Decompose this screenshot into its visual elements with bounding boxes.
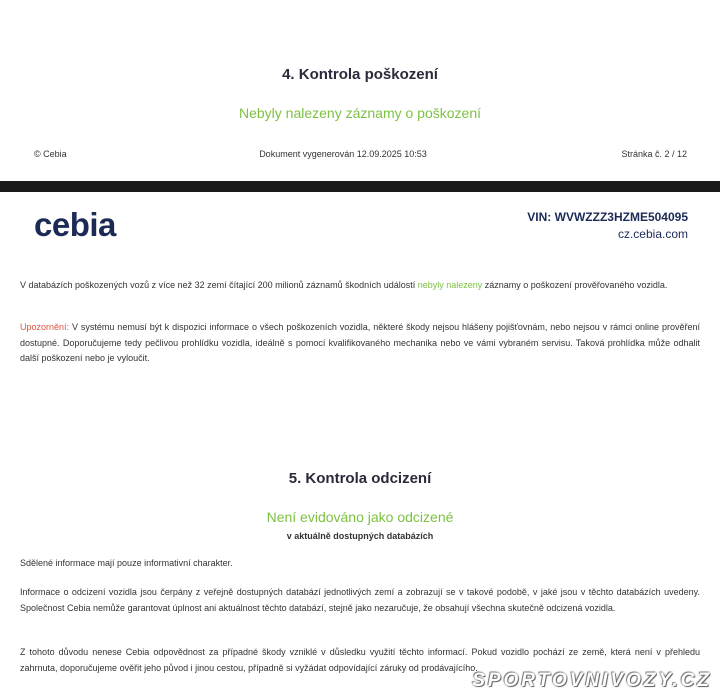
warning-text: V systému nemusí být k dispozici informace o všech poškozeních vozidla, některé škody nejsou hlášeny pojišťovnám, nebo nejsou v rámci online prověření dostupné. Doporučujeme tedy pečlivou prohlídku vozidla, ideálně s pomocí kvalifikovaného mechanika nebo ve vámi vybraném servisu. Taková prohlídka může odhalit další poškození nebo je vyloučit. [20, 322, 700, 363]
cebia-logo: cebia [34, 206, 116, 243]
previous-page-section [0, 0, 720, 181]
page-separator [0, 181, 720, 192]
section-5-subtitle: v aktuálně dostupných databázích [286, 531, 434, 541]
theft-info-paragraph: Informace o odcizení vozidla jsou čerpány z veřejně dostupných databází jednotlivých zemí a zobrazují se v takové podobě, v jaké jsou v těchto databázích uvedeny. Společnost Cebia nemůže garantovat úplnost ani aktuálnost těchto databází, stejně jako nezaručuje, že obsahují všechna skutečně odcizená vozidla. [20, 587, 700, 613]
warning-paragraph [20, 320, 700, 367]
informative-note: Sdělené informace mají pouze informativní charakter. [20, 558, 233, 568]
damage-info-paragraph [20, 278, 700, 294]
watermark: SPORTOVNIVOZY.CZ [472, 670, 712, 691]
footer-page-number: Stránka č. 2 / 12 [621, 149, 687, 159]
section-4-title: 4. Kontrola poškození [282, 66, 438, 83]
damage-info-highlight: nebyly nalezeny [417, 280, 483, 290]
liability-paragraph: Z tohoto důvodu nenese Cebia odpovědnost za případné škody vzniklé v důsledku využití těchto informací. Pokud vozidlo pochází ze země, která není v přehledu zahrnuta, doporučujeme ověřit jeho původ i jinou cestou, případně si vyžádat odpovídající záruky od prodávajícího. [20, 647, 700, 673]
damage-info-text: V databázích poškozených vozů z více než 32 zemí čítající 200 milionů záznamů škodních událostí [20, 280, 418, 290]
vin-number: VIN: WVWZZZ3HZME504095 [527, 210, 688, 224]
footer-generated: Dokument vygenerován 12.09.2025 10:53 [259, 149, 427, 159]
section-5-result: Není evidováno jako odcizené [266, 509, 454, 525]
warning-label: Upozornění: [20, 322, 70, 332]
damage-info-text-end: záznamy o poškození prověřovaného vozidla. [482, 280, 668, 290]
website-link[interactable]: cz.cebia.com [617, 227, 688, 241]
section-5-title: 5. Kontrola odcizení [288, 470, 432, 487]
section-4-result: Nebyly nalezeny záznamy o poškození [238, 105, 482, 121]
footer-copyright: © Cebia [34, 149, 67, 159]
